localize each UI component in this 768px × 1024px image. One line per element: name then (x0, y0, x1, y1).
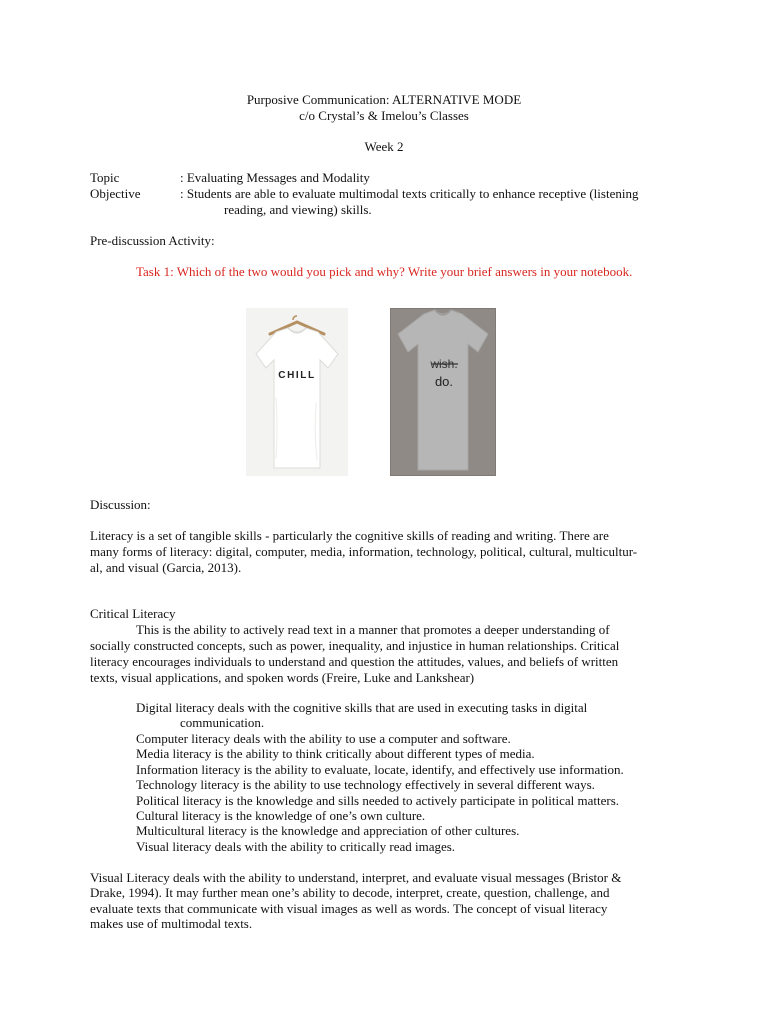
literacy-para-line: many forms of literacy: digital, computer, media, information, technology, political, cultural, multicultur- (90, 544, 638, 559)
visual-literacy-para-line: evaluate texts that communicate with visual images as well as words. The concept of visual literacy (90, 901, 608, 916)
literacy-list-item: Multicultural literacy is the knowledge and appreciation of other cultures. (136, 823, 520, 838)
critical-para-line: socially constructed concepts, such as power, inequality, and injustice in human relationships. Critical (90, 638, 620, 653)
literacy-para-line: al, and visual (Garcia, 2013). (90, 560, 242, 575)
literacy-list-item: communication. (180, 715, 265, 730)
literacy-list-item: Digital literacy deals with the cognitive skills that are used in executing tasks in digital (136, 700, 588, 715)
task-instruction: Task 1: Which of the two would you pick and why? Write your brief answers in your notebook. (136, 264, 633, 279)
topic-label: Topic (90, 170, 120, 185)
objective-value-cont: reading, and viewing) skills. (224, 202, 372, 217)
visual-literacy-para-line: Visual Literacy deals with the ability to understand, interpret, and evaluate visual messages (Bristor & (90, 870, 622, 885)
literacy-list-item: Media literacy is the ability to think critically about different types of media. (136, 746, 535, 761)
literacy-list-item: Information literacy is the ability to evaluate, locate, identify, and effectively use information. (136, 762, 624, 777)
objective-value: : Students are able to evaluate multimodal texts critically to enhance receptive (listening (180, 186, 639, 201)
visual-literacy-para-line: Drake, 1994). It may further mean one’s ability to decode, interpret, create, question, challenge, and (90, 885, 610, 900)
literacy-list-item: Computer literacy deals with the ability to use a computer and software. (136, 731, 511, 746)
grey-wish-do-tshirt-image (390, 308, 496, 476)
literacy-list-item: Visual literacy deals with the ability to critically read images. (136, 839, 456, 854)
pre-discussion-heading: Pre-discussion Activity: (90, 233, 215, 248)
literacy-para-line: Literacy is a set of tangible skills - particularly the cognitive skills of reading and writing. There are (90, 528, 609, 543)
discussion-heading: Discussion: (90, 497, 151, 512)
white-chill-tshirt-image (246, 308, 348, 476)
literacy-list-item: Technology literacy is the ability to use technology effectively in several different ways. (136, 777, 595, 792)
literacy-list-item: Cultural literacy is the knowledge of one’s own culture. (136, 808, 426, 823)
critical-para-line: This is the ability to actively read text in a manner that promotes a deeper understanding of (136, 622, 610, 637)
topic-value: : Evaluating Messages and Modality (180, 170, 370, 185)
critical-para-line: literacy encourages individuals to understand and question the attitudes, values, and beliefs of written (90, 654, 619, 669)
literacy-list-item: Political literacy is the knowledge and sills needed to actively participate in political matters. (136, 793, 620, 808)
critical-literacy-heading: Critical Literacy (90, 606, 176, 621)
doc-title: Purposive Communication: ALTERNATIVE MODE (246, 92, 522, 107)
shirt2-print: do. (434, 374, 454, 389)
shirt1-print: CHILL (278, 370, 316, 381)
critical-para-line: texts, visual applications, and spoken words (Freire, Luke and Lankshear) (90, 670, 475, 685)
visual-literacy-para-line: makes use of multimodal texts. (90, 916, 253, 931)
doc-subtitle: c/o Crystal’s & Imelou’s Classes (299, 108, 469, 123)
shirt2-print-struck: wish. (430, 357, 458, 371)
doc-week: Week 2 (364, 139, 404, 154)
objective-label: Objective (90, 186, 141, 201)
